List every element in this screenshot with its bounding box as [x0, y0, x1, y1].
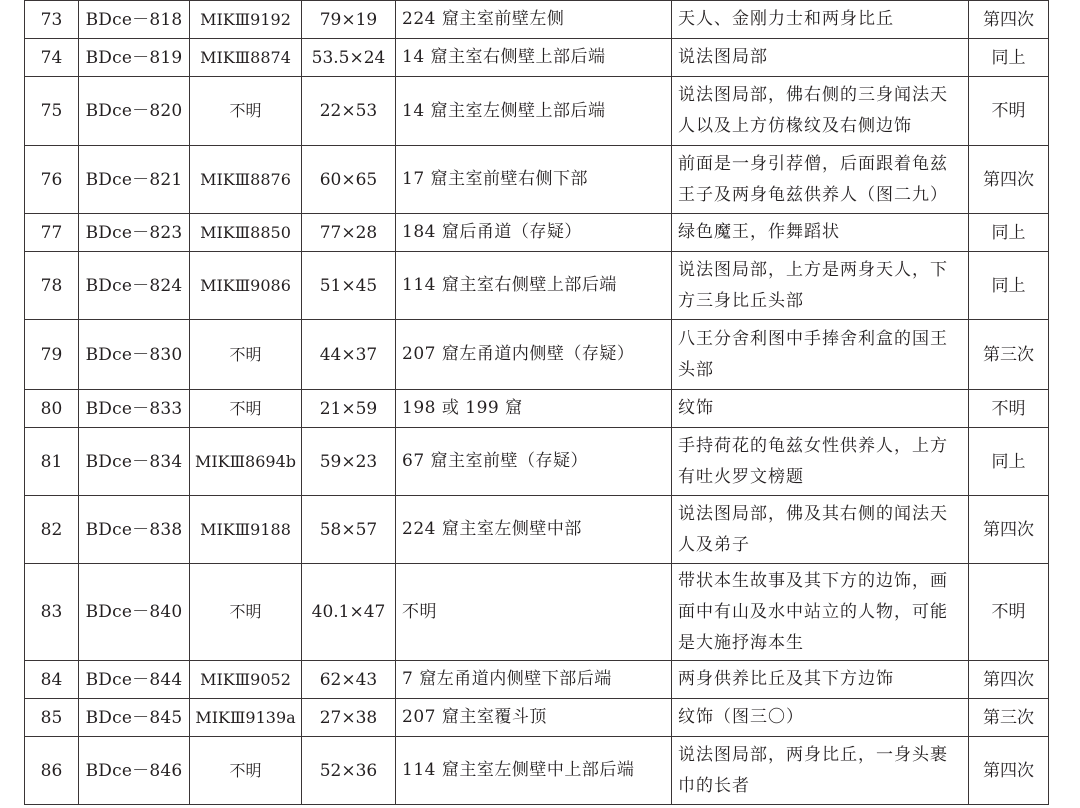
table-row: [25, 390, 1049, 428]
museum-number-cell: 不明: [190, 737, 302, 805]
museum-number-cell: MIKⅢ8876: [190, 146, 302, 214]
cave-location-cell: 14 窟主室右侧壁上部后端: [396, 39, 672, 77]
cave-location-cell: 114 窟主室右侧壁上部后端: [396, 252, 672, 320]
catalog-code-cell: BDce－840: [79, 564, 190, 661]
catalog-code-cell: BDce－824: [79, 252, 190, 320]
catalog-code-cell: BDce－818: [79, 1, 190, 39]
content-description-cell: 手持荷花的龟兹女性供养人，上方有吐火罗文榜题: [672, 428, 969, 496]
table-row: [25, 564, 1049, 661]
dimensions-cell: 53.5×24: [302, 39, 396, 77]
content-description-cell: 两身供养比丘及其下方边饰: [672, 661, 969, 699]
row-number-cell: 78: [25, 252, 79, 320]
cave-location-cell: 67 窟主室前壁（存疑）: [396, 428, 672, 496]
cave-location-cell: 224 窟主室左侧壁中部: [396, 496, 672, 564]
row-number-cell: 82: [25, 496, 79, 564]
expedition-phase-cell: 不明: [969, 77, 1049, 146]
dimensions-cell: 52×36: [302, 737, 396, 805]
expedition-phase-cell: 第四次: [969, 1, 1049, 39]
dimensions-cell: 40.1×47: [302, 564, 396, 661]
content-description-cell: 八王分舍利图中手捧舍利盒的国王头部: [672, 320, 969, 390]
museum-number-cell: MIKⅢ8694b: [190, 428, 302, 496]
cave-location-cell: 14 窟主室左侧壁上部后端: [396, 77, 672, 146]
catalog-code-cell: BDce－833: [79, 390, 190, 428]
row-number-cell: 86: [25, 737, 79, 805]
cave-location-cell: 224 窟主室前壁左侧: [396, 1, 672, 39]
museum-number-cell: MIKⅢ8874: [190, 39, 302, 77]
row-number-cell: 73: [25, 1, 79, 39]
row-number-cell: 74: [25, 39, 79, 77]
expedition-phase-cell: 第四次: [969, 146, 1049, 214]
table-row: [25, 737, 1049, 805]
catalog-code-cell: BDce－823: [79, 214, 190, 252]
museum-number-cell: MIKⅢ9188: [190, 496, 302, 564]
catalog-code-cell: BDce－838: [79, 496, 190, 564]
table-row: [25, 214, 1049, 252]
expedition-phase-cell: 同上: [969, 214, 1049, 252]
table-row: [25, 496, 1049, 564]
cave-location-cell: 184 窟后甬道（存疑）: [396, 214, 672, 252]
catalog-code-cell: BDce－820: [79, 77, 190, 146]
museum-number-cell: MIKⅢ9086: [190, 252, 302, 320]
expedition-phase-cell: 第四次: [969, 661, 1049, 699]
expedition-phase-cell: 第三次: [969, 699, 1049, 737]
row-number-cell: 76: [25, 146, 79, 214]
cave-location-cell: 114 窟主室左侧壁中上部后端: [396, 737, 672, 805]
dimensions-cell: 62×43: [302, 661, 396, 699]
museum-number-cell: 不明: [190, 320, 302, 390]
museum-number-cell: 不明: [190, 564, 302, 661]
row-number-cell: 85: [25, 699, 79, 737]
dimensions-cell: 60×65: [302, 146, 396, 214]
content-description-cell: 说法图局部，两身比丘，一身头裹巾的长者: [672, 737, 969, 805]
content-description-cell: 前面是一身引荐僧，后面跟着龟兹王子及两身龟兹供养人（图二九）: [672, 146, 969, 214]
content-description-cell: 带状本生故事及其下方的边饰，画面中有山及水中站立的人物，可能是大施抒海本生: [672, 564, 969, 661]
table-row: [25, 320, 1049, 390]
row-number-cell: 83: [25, 564, 79, 661]
expedition-phase-cell: 同上: [969, 39, 1049, 77]
table-row: [25, 77, 1049, 146]
content-description-cell: 说法图局部，佛右侧的三身闻法天人以及上方仿椽纹及右侧边饰: [672, 77, 969, 146]
dimensions-cell: 51×45: [302, 252, 396, 320]
cave-location-cell: 207 窟左甬道内侧壁（存疑）: [396, 320, 672, 390]
catalog-code-cell: BDce－819: [79, 39, 190, 77]
content-description-cell: 说法图局部，佛及其右侧的闻法天人及弟子: [672, 496, 969, 564]
museum-number-cell: MIKⅢ9052: [190, 661, 302, 699]
row-number-cell: 75: [25, 77, 79, 146]
catalog-code-cell: BDce－821: [79, 146, 190, 214]
catalog-table-body: [25, 1, 1049, 805]
row-number-cell: 84: [25, 661, 79, 699]
expedition-phase-cell: 第三次: [969, 320, 1049, 390]
dimensions-cell: 58×57: [302, 496, 396, 564]
museum-number-cell: 不明: [190, 390, 302, 428]
row-number-cell: 80: [25, 390, 79, 428]
table-row: [25, 428, 1049, 496]
table-row: [25, 661, 1049, 699]
catalog-code-cell: BDce－834: [79, 428, 190, 496]
museum-number-cell: MIKⅢ9192: [190, 1, 302, 39]
content-description-cell: 说法图局部: [672, 39, 969, 77]
dimensions-cell: 21×59: [302, 390, 396, 428]
table-row: [25, 146, 1049, 214]
catalog-code-cell: BDce－845: [79, 699, 190, 737]
dimensions-cell: 77×28: [302, 214, 396, 252]
table-row: [25, 39, 1049, 77]
expedition-phase-cell: 同上: [969, 428, 1049, 496]
cave-location-cell: 7 窟左甬道内侧壁下部后端: [396, 661, 672, 699]
museum-number-cell: MIKⅢ9139a: [190, 699, 302, 737]
cave-location-cell: 207 窟主室覆斗顶: [396, 699, 672, 737]
museum-number-cell: MIKⅢ8850: [190, 214, 302, 252]
expedition-phase-cell: 第四次: [969, 737, 1049, 805]
expedition-phase-cell: 不明: [969, 564, 1049, 661]
expedition-phase-cell: 第四次: [969, 496, 1049, 564]
cave-location-cell: 198 或 199 窟: [396, 390, 672, 428]
row-number-cell: 81: [25, 428, 79, 496]
content-description-cell: 天人、金刚力士和两身比丘: [672, 1, 969, 39]
content-description-cell: 纹饰: [672, 390, 969, 428]
expedition-phase-cell: 同上: [969, 252, 1049, 320]
table-row: [25, 1, 1049, 39]
dimensions-cell: 59×23: [302, 428, 396, 496]
dimensions-cell: 79×19: [302, 1, 396, 39]
dimensions-cell: 27×38: [302, 699, 396, 737]
expedition-phase-cell: 不明: [969, 390, 1049, 428]
content-description-cell: 说法图局部，上方是两身天人，下方三身比丘头部: [672, 252, 969, 320]
dimensions-cell: 22×53: [302, 77, 396, 146]
table-row: [25, 252, 1049, 320]
row-number-cell: 79: [25, 320, 79, 390]
cave-location-cell: 不明: [396, 564, 672, 661]
row-number-cell: 77: [25, 214, 79, 252]
table-row: [25, 699, 1049, 737]
catalog-table: [24, 0, 1049, 805]
catalog-code-cell: BDce－844: [79, 661, 190, 699]
cave-location-cell: 17 窟主室前壁右侧下部: [396, 146, 672, 214]
content-description-cell: 纹饰（图三〇）: [672, 699, 969, 737]
content-description-cell: 绿色魔王，作舞蹈状: [672, 214, 969, 252]
museum-number-cell: 不明: [190, 77, 302, 146]
catalog-code-cell: BDce－830: [79, 320, 190, 390]
catalog-code-cell: BDce－846: [79, 737, 190, 805]
dimensions-cell: 44×37: [302, 320, 396, 390]
